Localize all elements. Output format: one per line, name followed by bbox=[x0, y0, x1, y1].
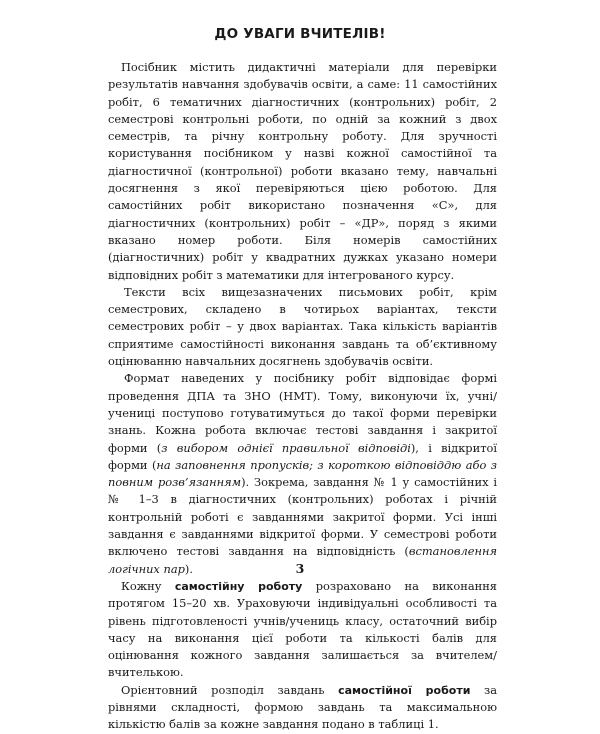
paragraph-5-text: за рівнями складності, формою завдань та максимальною кількістю балів за кожне завдання подано в таблиці 1. bbox=[108, 682, 497, 732]
paragraph-3-italic: з вибором однієї правильної відповіді bbox=[161, 440, 411, 455]
paragraph-4-text: розраховано на виконання протягом 15–20 хв. Ураховуючи індивідуальні особливості та рівень підготовленості учнів/учениць класу, остаточний вибір часу на виконання цієї роботи та кількості балів для оцінювання кожного завдання залишається за вчителем/вчителькою. bbox=[108, 578, 497, 680]
paragraph-3-italic: на заповнення пропусків; з короткою відповіддю або з повним розв’язанням bbox=[108, 457, 497, 490]
paragraph-3-text: ). Зокрема, завдання № 1 у самостійних і № 1–3 в діагностичних (контрольних) роботах і річній контрольній роботі є завданнями закритої форми. Усі інші завдання є завданнями відкритої форми. У семестрові роботи включено тестові завдання на відповідність ( bbox=[108, 475, 497, 559]
paragraph-4 bbox=[108, 578, 497, 682]
paragraph-3-italic: встановлення логічних пар bbox=[108, 544, 497, 576]
paragraph-4-text: Кожну bbox=[121, 578, 175, 593]
paragraph-4-bold: самостійну роботу bbox=[174, 579, 303, 593]
body-text bbox=[108, 59, 497, 734]
paragraph-3 bbox=[108, 370, 497, 578]
paragraph-5-bold: самостійної роботи bbox=[338, 683, 471, 697]
paragraph-2: Тексти всіх вищезазначених письмових робіт, крім семестрових, складено в чотирьох варіантах, тексти семестрових робіт – у двох варіантах. Така кількість варіантів сприятиме самостійності виконання завдань та об’єктивному оцінюванню навчальних досягнень здобувачів освіти. bbox=[108, 284, 497, 369]
page-number: 3 bbox=[295, 561, 305, 576]
paragraph-3-text: ). bbox=[184, 561, 193, 576]
page-title: ДО УВАГИ ВЧИТЕЛІВ! bbox=[214, 26, 386, 42]
paragraph-3-text: ), і відкритої форми ( bbox=[108, 440, 497, 472]
paragraph-5-text: Орієнтовний розподіл завдань bbox=[121, 682, 339, 697]
paragraph-5 bbox=[108, 682, 497, 734]
paragraph-1: Посібник містить дидактичні матеріали для перевірки результатів навчання здобувачів освіти, а саме: 11 самостійних робіт, 6 тематичних діагностичних (контрольних) робіт, 2 семестрові контрольні роботи, по одній за кожний з двох семестрів, та річну контрольну роботу. Для зручності користування посібником у назві кожної самостійної та діагностичної (контрольної) роботи вказано тему, навчальні досягнення з якої перевіряються цією роботою. Для самостійних робіт використано позначення «С», для діагностичних (контрольних) робіт – «ДР», поряд з якими вказано номер роботи. Біля номерів самостійних (діагностичних) робіт у квадратних дужках указано номери відповідних робіт з математики для інтегрованого курсу. bbox=[108, 60, 497, 282]
paragraph-3-text: Формат наведених у посібнику робіт відповідає формі проведення ДПА та ЗНО (НМТ). Тому, виконуючи їх, учні/учениці поступово готуватимуться до такої форми перевірки знань. Кожна робота включає тестові завдання і закритої форми ( bbox=[108, 371, 497, 455]
